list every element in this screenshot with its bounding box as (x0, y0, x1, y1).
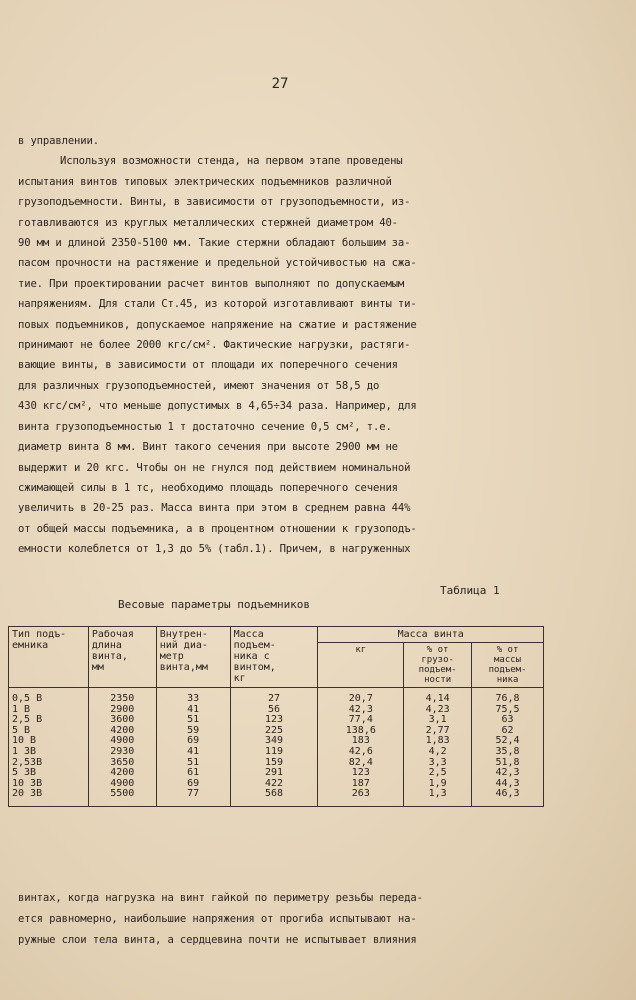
header-type: Тип подъ- емника (9, 627, 89, 688)
table-cell: 5 В (9, 726, 89, 737)
table-cell: 1,83 (404, 736, 472, 747)
body-line: 90 мм и длиной 2350-5100 мм. Такие стержни обладают большим за- (18, 237, 411, 250)
table-cell: 42,3 (472, 768, 544, 779)
body-line: диаметр винта 8 мм. Винт такого сечения при высоте 2900 мм не (18, 441, 398, 454)
table-cell: 2,5 (404, 768, 472, 779)
page-number: 27 (271, 76, 289, 92)
table-cell: 82,4 (318, 758, 404, 769)
table-cell: 10 В (9, 736, 89, 747)
table-cell: 61 (156, 768, 230, 779)
table-cell: 123 (230, 715, 318, 726)
table-body (9, 688, 544, 807)
body-line: сжимающей силы в 1 тс, необходимо площадь поперечного сечения (18, 481, 398, 494)
table-cell: 5500 (88, 789, 156, 806)
body-line: пасом прочности на растяжение и предельной устойчивостью на сжа- (18, 257, 417, 270)
table-cell: 3,1 (404, 715, 472, 726)
body-line: от общей массы подъемника, а в процентном отношении к грузоподъ- (18, 522, 417, 535)
header-length: Рабочая длина винта, мм (88, 627, 156, 688)
table-cell: 187 (318, 779, 404, 790)
table-cell: 119 (230, 747, 318, 758)
table-cell: 56 (230, 705, 318, 716)
table-cell: 183 (318, 736, 404, 747)
table-cell: 20 ЗВ (9, 789, 89, 806)
table-cell: 1 В (9, 705, 89, 716)
table-cell: 4,23 (404, 705, 472, 716)
table-cell: 3,3 (404, 758, 472, 769)
body-line: грузоподъемности. Винты, в зависимости от грузоподъемности, из- (18, 196, 411, 209)
body-line: готавливаются из круглых металлических стержней диаметром 40- (18, 216, 398, 229)
header-pct-capacity: % от грузо- подъем- ности (404, 643, 472, 688)
body-line: Используя возможности стенда, на первом этапе проведены (60, 155, 403, 168)
body-line: винтах, когда нагрузка на винт гайкой по периметру резьбы переда- (18, 892, 423, 904)
table-cell: 3600 (88, 715, 156, 726)
table-cell: 0,5 В (9, 688, 89, 705)
table-cell: 52,4 (472, 736, 544, 747)
body-line: ружные слои тела винта, а сердцевина почти не испытывает влияния (18, 934, 417, 946)
table-cell: 1,9 (404, 779, 472, 790)
table-cell: 123 (318, 768, 404, 779)
table-cell: 69 (156, 779, 230, 790)
table-cell: 263 (318, 789, 404, 806)
table-cell: 159 (230, 758, 318, 769)
table-cell: 42,3 (318, 705, 404, 716)
table-cell: 51 (156, 715, 230, 726)
table-cell: 41 (156, 705, 230, 716)
table-cell: 35,8 (472, 747, 544, 758)
table-cell: 3650 (88, 758, 156, 769)
table-cell: 76,8 (472, 688, 544, 705)
table-row (9, 747, 544, 758)
table-cell: 44,3 (472, 779, 544, 790)
table-cell: 4,2 (404, 747, 472, 758)
table-cell: 77,4 (318, 715, 404, 726)
header-diameter: Внутрен- ний диа- метр винта,мм (156, 627, 230, 688)
body-line: принимают не более 2000 кгс/см². Фактические нагрузки, растяги- (18, 339, 411, 352)
table-cell: 2930 (88, 747, 156, 758)
body-line: вающие винты, в зависимости от площади их поперечного сечения (18, 359, 398, 372)
body-line: тие. При проектировании расчет винтов выполняют по допускаемым (18, 277, 405, 290)
table-label: Таблица 1 (440, 584, 500, 597)
table-cell: 4200 (88, 726, 156, 737)
table-cell: 291 (230, 768, 318, 779)
table-cell: 2,77 (404, 726, 472, 737)
table-cell: 1 ЗВ (9, 747, 89, 758)
table-cell: 349 (230, 736, 318, 747)
table-cell: 46,3 (472, 789, 544, 806)
header-pct-mass: % от массы подъем- ника (472, 643, 544, 688)
header-screw-mass-group: Масса винта (318, 627, 544, 643)
table-row (9, 688, 544, 705)
body-line: ется равномерно, наибольшие напряжения от прогиба испытывают на- (18, 913, 417, 925)
body-line: 430 кгс/см², что меньше допустимых в 4,65÷34 раза. Например, для (18, 400, 417, 413)
table-cell: 568 (230, 789, 318, 806)
header-kg: кг (318, 643, 404, 688)
table-cell: 5 ЗВ (9, 768, 89, 779)
body-text (18, 131, 543, 560)
body-line: испытания винтов типовых электрических подъемников различной (18, 175, 392, 188)
table-cell: 2,5ЗВ (9, 758, 89, 769)
tail-text (18, 888, 543, 951)
table-cell: 62 (472, 726, 544, 737)
table-cell: 63 (472, 715, 544, 726)
table-cell: 51,8 (472, 758, 544, 769)
body-line: емности колеблется от 1,3 до 5% (табл.1). Причем, в нагруженных (18, 543, 411, 556)
table-cell: 2900 (88, 705, 156, 716)
table-cell: 27 (230, 688, 318, 705)
body-line: напряжениям. Для стали Ст.45, из которой изготавливают винты ти- (18, 298, 417, 311)
table-cell: 4900 (88, 736, 156, 747)
table-row (9, 789, 544, 806)
body-line: в управлении. (18, 135, 99, 147)
table-cell: 2350 (88, 688, 156, 705)
header-mass-total: Масса подъем- ника с винтом, кг (230, 627, 318, 688)
table-cell: 69 (156, 736, 230, 747)
body-line: для различных грузоподъемностей, имеют значения от 58,5 до (18, 379, 380, 392)
body-line: выдержит и 20 кгс. Чтобы он не гнулся под действием номинальной (18, 461, 411, 474)
body-line: увеличить в 20-25 раз. Масса винта при этом в среднем равна 44% (18, 502, 411, 515)
table-cell: 4200 (88, 768, 156, 779)
table-cell: 59 (156, 726, 230, 737)
body-line: повых подъемников, допускаемое напряжение на сжатие и растяжение (18, 318, 417, 331)
table-cell: 4,14 (404, 688, 472, 705)
table-cell: 33 (156, 688, 230, 705)
table-cell: 2,5 В (9, 715, 89, 726)
table-cell: 75,5 (472, 705, 544, 716)
table-cell: 20,7 (318, 688, 404, 705)
table-cell: 1,3 (404, 789, 472, 806)
table-cell: 225 (230, 726, 318, 737)
table-cell: 77 (156, 789, 230, 806)
table-cell: 51 (156, 758, 230, 769)
table-cell: 4900 (88, 779, 156, 790)
weight-parameters-table (8, 626, 544, 807)
table-cell: 138,6 (318, 726, 404, 737)
table-cell: 10 ЗВ (9, 779, 89, 790)
table-cell: 41 (156, 747, 230, 758)
body-line: винта грузоподъемностью 1 т достаточно сечение 0,5 см², т.е. (18, 420, 392, 433)
table-cell: 42,6 (318, 747, 404, 758)
table-title: Весовые параметры подъемников (118, 598, 311, 611)
table-cell: 422 (230, 779, 318, 790)
